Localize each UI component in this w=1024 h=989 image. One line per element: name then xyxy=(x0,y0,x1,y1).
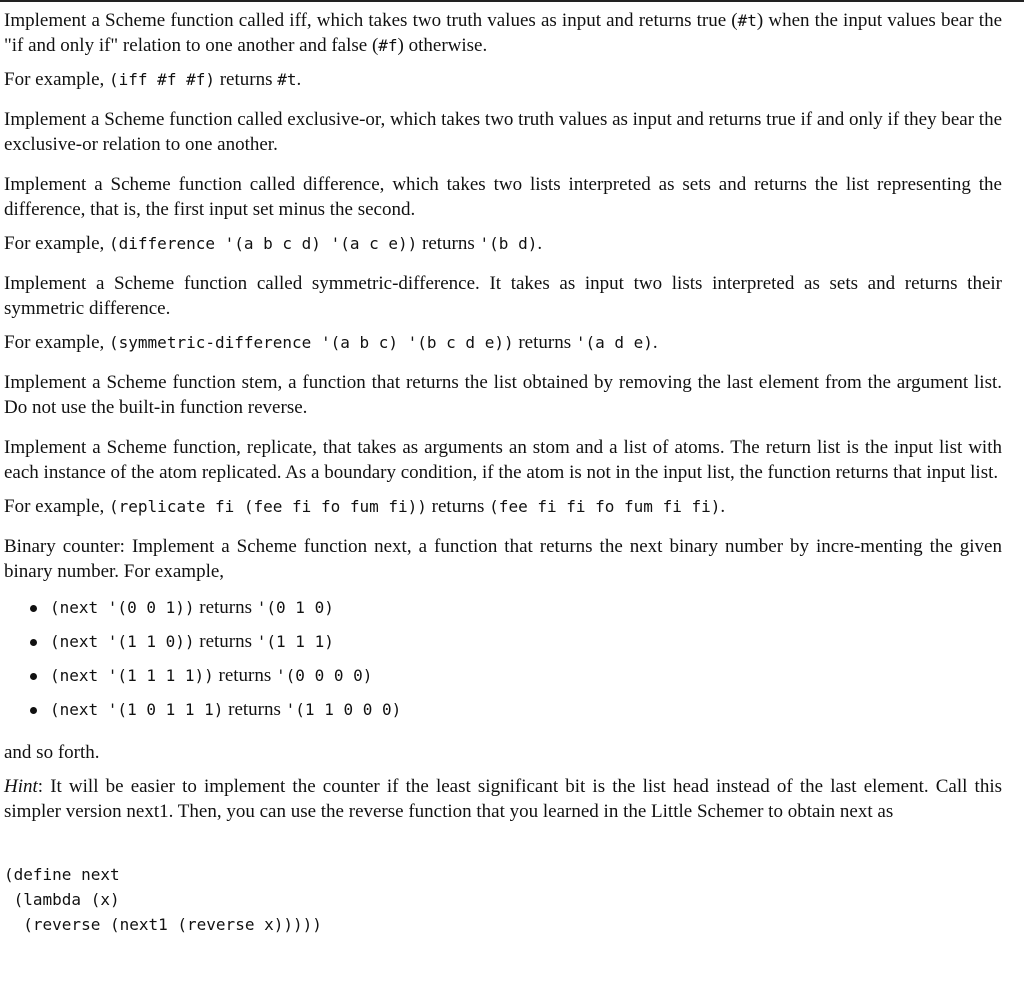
next-example-result: '(0 1 0) xyxy=(256,598,334,617)
iff-example: For example, (iff #f #f) returns #t. xyxy=(4,69,302,90)
replicate-example-code: (replicate fi (fee fi fo fum fi)) xyxy=(109,497,427,516)
difference-example-result: '(b d) xyxy=(479,234,538,253)
binary-counter-examples xyxy=(4,595,1002,731)
difference-description: Implement a Scheme function called difference, which takes two lists interpreted as sets and returns the list representing the difference, that is, the first input set minus the second. xyxy=(4,174,1002,220)
code-line: (lambda (x) xyxy=(4,890,120,909)
top-rule xyxy=(0,0,1024,2)
next-example-code: (next '(1 1 1 1)) xyxy=(50,666,214,685)
difference-example-code: (difference '(a b c d) '(a c e)) xyxy=(109,234,418,253)
next-example-code: (next '(1 1 0)) xyxy=(50,632,195,651)
list-item: (next '(1 0 1 1 1) returns '(1 1 0 0 0) xyxy=(4,697,1002,731)
exclusive-or-description: Implement a Scheme function called exclusive-or, which takes two truth values as input and returns true if and only if they bear the exclusive-or relation to one another. xyxy=(4,109,1003,155)
difference-example: For example, (difference '(a b c d) '(a c e)) returns '(b d). xyxy=(4,233,543,254)
next-example-result: '(0 0 0 0) xyxy=(276,666,373,685)
iff-example-code: (iff #f #f) xyxy=(109,70,215,89)
next-example-result: '(1 1 0 0 0) xyxy=(285,700,402,719)
iff-description: Implement a Scheme function called iff, which takes two truth values as input and returns true (#t) when the input values bear the "if and only if" relation to one another and false (#f) otherwise. xyxy=(4,10,1002,56)
next-example-code: (next '(1 0 1 1 1) xyxy=(50,700,224,719)
binary-counter-description: Binary counter: Implement a Scheme function next, a function that returns the next binary number by incre-menting the given binary number. For example, xyxy=(4,536,1002,582)
exercise-document xyxy=(4,8,1002,937)
hint-paragraph: Hint: It will be easier to implement the counter if the least significant bit is the list head instead of the last element. Call this simpler version next1. Then, you can use the reverse function that you learned in the Little Schemer to obtain next as xyxy=(4,776,1002,822)
false-literal: #f xyxy=(378,36,398,55)
next-definition-code xyxy=(4,862,1002,937)
code-line: (define next xyxy=(4,865,120,884)
next-example-result: '(1 1 1) xyxy=(256,632,334,651)
list-item: (next '(0 0 1)) returns '(0 1 0) xyxy=(4,595,1002,629)
stem-description: Implement a Scheme function stem, a function that returns the list obtained by removing the last element from the argument list. Do not use the built-in function reverse. xyxy=(4,372,1002,418)
symmetric-difference-example: For example, (symmetric-difference '(a b c) '(b c d e)) returns '(a d e). xyxy=(4,332,658,353)
replicate-example: For example, (replicate fi (fee fi fo fum fi)) returns (fee fi fi fo fum fi fi). xyxy=(4,496,726,517)
list-item: (next '(1 1 0)) returns '(1 1 1) xyxy=(4,629,1002,663)
code-line: (reverse (next1 (reverse x))))) xyxy=(4,915,322,934)
symmetric-difference-example-result: '(a d e) xyxy=(575,333,653,352)
hint-label: Hint xyxy=(4,776,38,797)
list-item: (next '(1 1 1 1)) returns '(0 0 0 0) xyxy=(4,663,1002,697)
iff-example-result: #t xyxy=(277,70,297,89)
true-literal: #t xyxy=(737,11,757,30)
replicate-description: Implement a Scheme function, replicate, that takes as arguments an stom and a list of atoms. The return list is the input list with each instance of the atom replicated. As a boundary condition, if the atom is not in the input list, the function returns that input list. xyxy=(4,437,1002,483)
replicate-example-result: (fee fi fi fo fum fi fi) xyxy=(489,497,721,516)
symmetric-difference-description: Implement a Scheme function called symmetric-difference. It takes as input two lists interpreted as sets and returns their symmetric difference. xyxy=(4,273,1002,319)
and-so-forth: and so forth. xyxy=(4,742,100,763)
symmetric-difference-example-code: (symmetric-difference '(a b c) '(b c d e)) xyxy=(109,333,514,352)
next-example-code: (next '(0 0 1)) xyxy=(50,598,195,617)
